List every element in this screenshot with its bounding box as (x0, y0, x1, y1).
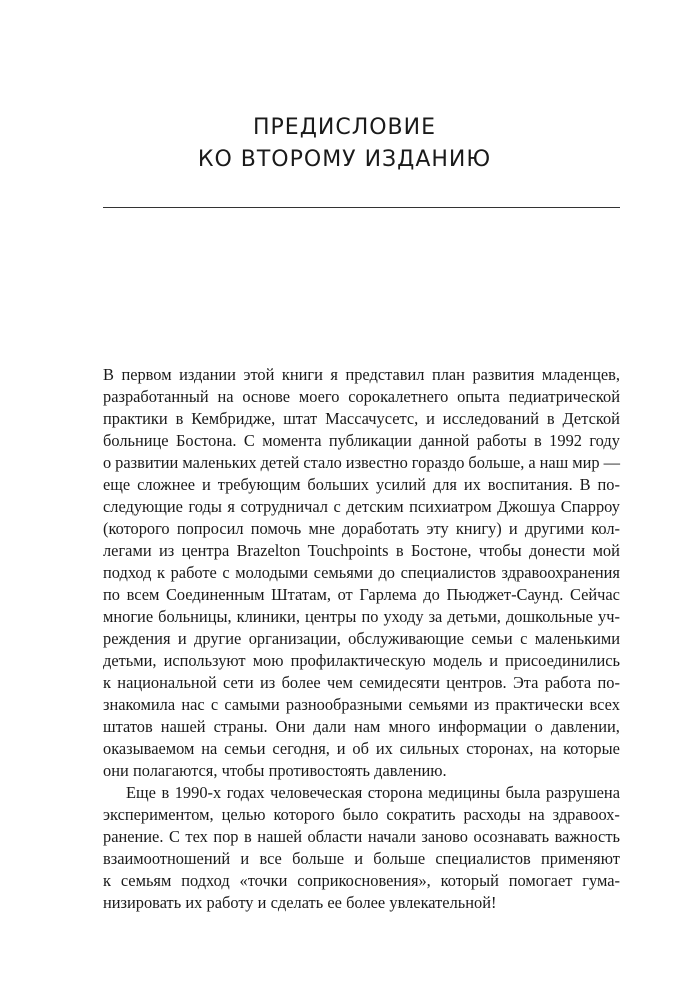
text-line: оказываемом на семьи сегодня, и об их сильных сторонах, на которые (103, 739, 620, 758)
text-line: (которого попросил помочь мне доработать эту книгу) и другими кол- (103, 519, 620, 538)
paragraph (103, 364, 620, 782)
title-divider (103, 207, 620, 208)
text-line: реждения и другие организации, обслуживающие семьи с маленькими (103, 629, 620, 648)
chapter-title (0, 112, 689, 176)
chapter-title-line-1: ПРЕДИСЛОВИЕ (252, 115, 437, 140)
text-line: подход к работе с молодыми семьями до специалистов здравоохранения (103, 563, 620, 582)
chapter-title-line-2: КО ВТОРОМУ ИЗДАНИЮ (197, 147, 492, 172)
body-text (103, 364, 620, 914)
text-line: легами из центра Brazelton Touchpoints в Бостоне, чтобы донести мой (103, 541, 620, 560)
text-line: многие больницы, клиники, центры по уходу за детьми, дошкольные уч- (103, 607, 620, 626)
text-line: они полагаются, чтобы противостоять давлению. (103, 761, 447, 780)
text-line: детьми, используют мою профилактическую модель и присоединились (103, 651, 620, 670)
text-line: к семьям подход «точки соприкосновения», который помогает гума- (103, 871, 620, 890)
text-line: к национальной сети из более чем семидесяти центров. Эта работа по- (103, 673, 620, 692)
text-line: по всем Соединенным Штатам, от Гарлема до Пьюджет-Саунд. Сейчас (103, 585, 620, 604)
paragraph (103, 782, 620, 914)
text-line: следующие годы я сотрудничал с детским психиатром Джошуа Спарроу (103, 497, 620, 516)
text-line: В первом издании этой книги я представил план развития младенцев, (103, 365, 620, 384)
text-line: низировать их работу и сделать ее более увлекательной! (103, 893, 497, 912)
text-line: еще сложнее и требующим больших усилий для их воспитания. В по- (103, 475, 620, 494)
text-line: практики в Кембридже, штат Массачусетс, и исследований в Детской (103, 409, 620, 428)
text-line: ранение. С тех пор в нашей области начали заново осознавать важность (103, 827, 620, 846)
text-line: о развитии маленьких детей стало известно гораздо больше, а наш мир — (103, 453, 620, 472)
text-line: больнице Бостона. С момента публикации данной работы в 1992 году (103, 431, 620, 450)
text-line: Еще в 1990-х годах человеческая сторона медицины была разрушена (126, 783, 620, 802)
text-line: разработанный на основе моего сорокалетнего опыта педиатрической (103, 387, 620, 406)
text-line: знакомила нас с самыми разнообразными семьями из практически всех (103, 695, 620, 714)
text-line: экспериментом, целью которого было сократить расходы на здравоох- (103, 805, 620, 824)
text-line: взаимоотношений и все больше и больше специалистов применяют (103, 849, 620, 868)
text-line: штатов нашей страны. Они дали нам много информации о давлении, (103, 717, 620, 736)
